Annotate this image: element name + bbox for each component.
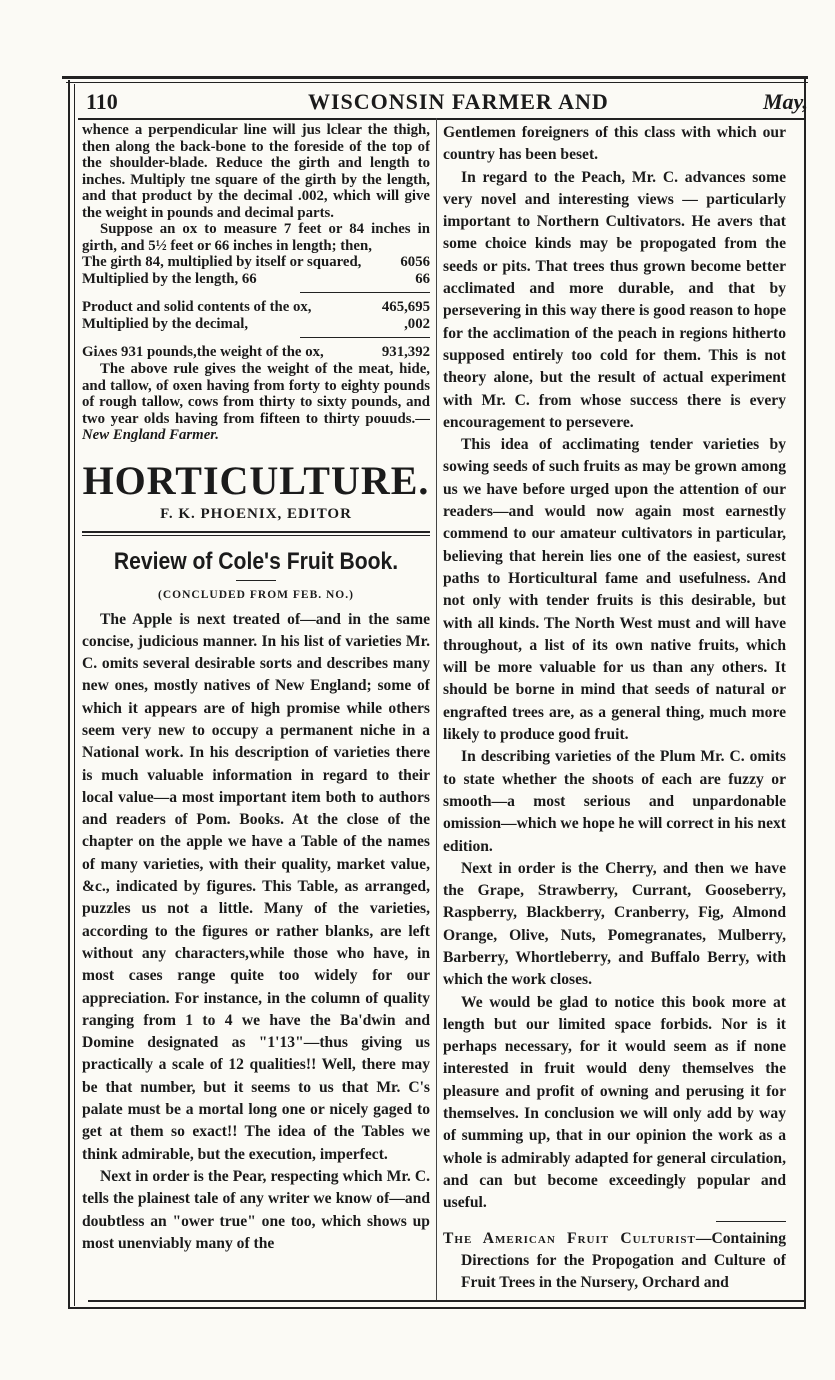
- pear-paragraph: Next in order is the Pear, respecting which Mr. C. tells the plainest tale of any writer we know of—and doubtless an "ower true" one too, which shows up most unenviably many of the: [82, 1167, 430, 1252]
- top-border-thick: [62, 76, 808, 79]
- calc-value: 931,392: [381, 344, 430, 360]
- article-end-rule: [716, 1221, 786, 1222]
- book-description: —Containing Directions for the Propogation and Culture of Fruit Trees in the Nursery, Orchard and: [461, 1229, 786, 1292]
- calc-value: 66: [415, 271, 430, 287]
- left-column: [82, 122, 430, 1298]
- calc-value: ,002: [404, 316, 430, 332]
- calc-row: [82, 299, 430, 316]
- sum-rule: [82, 292, 430, 293]
- foreigners-paragraph: Gentlemen foreigners of this class with which our country has been beset.: [443, 124, 786, 164]
- rule-note-text: The above rule gives the weight of the meat, hide, and tallow, of oxen having from forty to eighty pounds of rough tallow, cows from thirty to sixty pounds, and two year olds having from fifteen to thirty pouuds.—: [82, 361, 430, 427]
- calc-label: Product and solid contents of the ox,: [82, 299, 312, 315]
- column-divider: [436, 118, 437, 1300]
- article-title: Review of Cole's Fruit Book.: [113, 547, 399, 575]
- ox-example-paragraph: Suppose an ox to measure 7 feet or 84 inches in girth, and 5½ feet or 66 inches in length; then,: [82, 221, 430, 254]
- fruit-culturist-notice: [443, 1228, 786, 1295]
- peach-paragraph: In regard to the Peach, Mr. C. advances some very novel and interesting views — particularly important to Northern Cultivators. He avers that some choice kinds may be propogated from the seeds or pits. That trees thus grown become better acclimated and more durable, and that by persevering in this way there is good reason to hope for the acclimation of the peach in regions hitherto supposed entirely too cold for them. This is not theory alone, but the result of actual experiment with Mr. C. from whose success there is every encouragement to persevere.: [443, 168, 786, 431]
- section-title: HORTICULTURE.: [82, 457, 430, 503]
- left-border: [68, 80, 70, 1308]
- bottom-border-outer: [68, 1307, 806, 1309]
- page-number: 110: [86, 89, 118, 114]
- conclusion-paragraph: We would be glad to notice this book more at length but our limited space forbids. Nor is it perhaps necessary, for it would seem as if none interested in fruit would deny themselves the pleasure and profit of owning and perusing it for themselves. In conclusion we will only add by way of summing up, that in our opinion the work as a whole is admirably adapted for general circulation, and can but become exceedingly popular and useful.: [443, 993, 786, 1212]
- calc-value: 465,695: [381, 299, 430, 315]
- top-border-thin: [66, 82, 808, 83]
- header-underline: [78, 118, 806, 120]
- calc-label: Multiplied by the decimal,: [82, 316, 249, 332]
- rule-note-paragraph: [82, 361, 430, 444]
- continuation-note: (CONCLUDED FROM FEB. NO.): [158, 588, 354, 601]
- running-title: WISCONSIN FARMER AND: [308, 89, 609, 114]
- calc-row: [82, 254, 430, 271]
- title-short-rule: [236, 580, 276, 581]
- section-double-rule: [82, 531, 430, 536]
- calc-row: [82, 271, 430, 288]
- calc-value: 6056: [400, 254, 430, 270]
- calc-label: Giʌes 931 pounds,the weight of the ox,: [82, 344, 324, 360]
- source-citation: New England Farmer.: [82, 427, 219, 443]
- weight-rule-paragraph: whence a perpendicular line will jus lclear the thigh, then along the back-bone to the foreside of the top of the shoulder-blade. Reduce the girth and length to inches. Multiply tne square of the girth by the length, and that product by the decimal .002, which will give the weight in pounds and decimal parts.: [82, 122, 430, 221]
- calc-label: Multiplied by the length, 66: [82, 271, 257, 287]
- section-editor: F. K. PHOENIX, EDITOR: [160, 505, 352, 522]
- right-border: [804, 76, 806, 1308]
- left-border-inner: [74, 84, 75, 1306]
- bottom-border: [88, 1300, 804, 1302]
- right-column: [443, 122, 786, 1298]
- acclimating-paragraph: This idea of acclimating tender varieties by sowing seeds of such fruits as may be grown among us we have before urged upon the attention of our readers—and would now again most earnestly commend to our amateur cultivators in particular, believing that herein lies one of the easiest, surest paths to Horticultural fame and usefulness. And not only with tender fruits is this desirable, but with all kinds. The North West must and will have throughout, a list of its own native fruits, which will be more valuable for us than any others. It should be borne in mind that seeds of natural or engrafted trees are, as a general thing, much more likely to produce good fruit.: [443, 436, 786, 744]
- plum-paragraph: In describing varieties of the Plum Mr. C. omits to state whether the shoots of each are fuzzy or smooth—a most serious and unpardonable omission—which we hope he will correct in his next edition.: [443, 748, 786, 855]
- issue-month: May,: [762, 89, 808, 114]
- apple-paragraph: The Apple is next treated of—and in the same concise, judicious manner. In his list of varieties Mr. C. omits several desirable sorts and describes many new ones, mostly natives of New England; some of which it appears are of high promise while others seem very new to occupy a permanent niche in a National work. In his description of varieties there is much valuable information in regard to their local value—a most important item both to authors and readers of Pom. Books. At the close of the chapter on the apple we have a Table of the names of many varieties, with their quality, market value, &c., indicated by figures. This Table, as arranged, puzzles us not a little. Many of the varieties, according to the figures or rather blanks, are left without any characters,while those who have, in most cases range quite too widely for our appreciation. For instance, in the column of quality ranging from 1 to 4 we have the Ba'dwin and Domine designated as "1'13"—thus giving us practically a scale of 12 qualities!! Well, there may be that number, but it seems to us that Mr. C's palate must be a mortal long one or nicely gaged to get at them so exact!! The idea of the Tables we think admirable, but the execution, imperfect.: [82, 610, 430, 1163]
- sum-rule: [82, 337, 430, 338]
- calc-row: [82, 344, 430, 361]
- book-title: The American Fruit Culturist: [443, 1229, 696, 1247]
- cherry-paragraph: Next in order is the Cherry, and then we have the Grape, Strawberry, Currant, Gooseberry, Raspberry, Blackberry, Cranberry, Fig, Almond Orange, Olive, Nuts, Pomegranates, Mulberry, Barberry, Whortleberry, and Buffalo Berry, with which the work closes.: [443, 859, 786, 989]
- calc-row: [82, 316, 430, 333]
- page-header: [78, 87, 808, 117]
- calc-label: The girth 84, multiplied by itself or squared,: [82, 254, 362, 270]
